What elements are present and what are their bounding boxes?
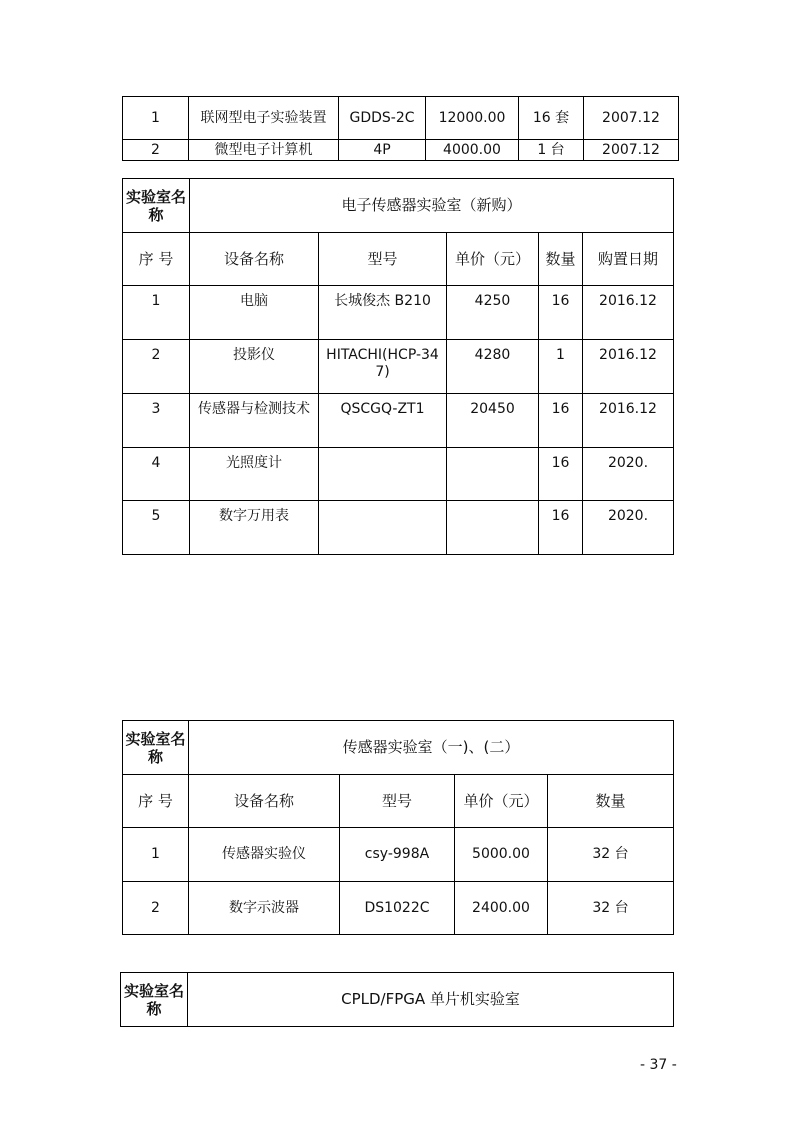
cell-equipment-name: 数字示波器 bbox=[189, 882, 340, 935]
cell-equipment-name: 联网型电子实验装置 bbox=[189, 97, 339, 140]
cell-seq: 4 bbox=[123, 448, 190, 501]
cell-quantity: 1 bbox=[539, 340, 583, 394]
cell-seq: 2 bbox=[123, 340, 190, 394]
cell-unit-price: 2400.00 bbox=[455, 882, 548, 935]
lab-name-label: 实验室名称 bbox=[121, 973, 188, 1027]
table-row bbox=[123, 394, 674, 448]
table-row bbox=[123, 448, 674, 501]
cell-model: DS1022C bbox=[340, 882, 455, 935]
cell-seq: 5 bbox=[123, 501, 190, 555]
table-row bbox=[123, 140, 679, 161]
cell-purchase-date: 2007.12 bbox=[584, 97, 679, 140]
cell-equipment-name: 投影仪 bbox=[190, 340, 319, 394]
cell-quantity: 16 bbox=[539, 448, 583, 501]
cell-model: 4P bbox=[339, 140, 426, 161]
cell-equipment-name: 传感器与检测技术 bbox=[190, 394, 319, 448]
cell-quantity: 16 套 bbox=[519, 97, 584, 140]
cell-model: HITACHI(HCP-347) bbox=[319, 340, 447, 394]
table-body bbox=[123, 179, 674, 555]
cell-unit-price: 4000.00 bbox=[426, 140, 519, 161]
cell-unit-price: 4250 bbox=[447, 286, 539, 340]
cell-equipment-name: 光照度计 bbox=[190, 448, 319, 501]
cell-equipment-name: 微型电子计算机 bbox=[189, 140, 339, 161]
table-row bbox=[123, 97, 679, 140]
cell-purchase-date: 2007.12 bbox=[584, 140, 679, 161]
column-header-row bbox=[123, 775, 674, 828]
cell-model: 长城俊杰 B210 bbox=[319, 286, 447, 340]
header-equipment-name: 设备名称 bbox=[190, 233, 319, 286]
cell-equipment-name: 电脑 bbox=[190, 286, 319, 340]
cell-unit-price bbox=[447, 448, 539, 501]
equipment-table-sensor-lab bbox=[122, 720, 674, 935]
cell-seq: 1 bbox=[123, 97, 189, 140]
cell-purchase-date: 2020. bbox=[583, 501, 674, 555]
cell-quantity: 16 bbox=[539, 394, 583, 448]
header-equipment-name: 设备名称 bbox=[189, 775, 340, 828]
lab-name: CPLD/FPGA 单片机实验室 bbox=[188, 973, 674, 1027]
table-body bbox=[123, 721, 674, 935]
cell-quantity: 32 台 bbox=[548, 828, 674, 882]
header-quantity: 数量 bbox=[539, 233, 583, 286]
header-model: 型号 bbox=[319, 233, 447, 286]
cell-model: csy-998A bbox=[340, 828, 455, 882]
lab-name: 电子传感器实验室（新购） bbox=[190, 179, 674, 233]
lab-name-label: 实验室名称 bbox=[123, 721, 189, 775]
cell-purchase-date: 2020. bbox=[583, 448, 674, 501]
lab-header-row bbox=[121, 973, 674, 1027]
column-header-row bbox=[123, 233, 674, 286]
cell-quantity: 32 台 bbox=[548, 882, 674, 935]
equipment-table-cpld-fpga-lab bbox=[120, 972, 674, 1027]
lab-name: 传感器实验室（一)、(二） bbox=[189, 721, 674, 775]
lab-header-row bbox=[123, 721, 674, 775]
cell-quantity: 16 bbox=[539, 501, 583, 555]
lab-header-row bbox=[123, 179, 674, 233]
header-unit-price: 单价（元） bbox=[455, 775, 548, 828]
cell-equipment-name: 数字万用表 bbox=[190, 501, 319, 555]
table-row bbox=[123, 828, 674, 882]
table-row bbox=[123, 882, 674, 935]
equipment-table-electronic-sensor-lab bbox=[122, 178, 674, 555]
cell-unit-price: 20450 bbox=[447, 394, 539, 448]
header-seq: 序 号 bbox=[123, 775, 189, 828]
cell-equipment-name: 传感器实验仪 bbox=[189, 828, 340, 882]
cell-model bbox=[319, 501, 447, 555]
cell-seq: 1 bbox=[123, 286, 190, 340]
cell-quantity: 1 台 bbox=[519, 140, 584, 161]
cell-unit-price: 4280 bbox=[447, 340, 539, 394]
cell-purchase-date: 2016.12 bbox=[583, 340, 674, 394]
equipment-table-continued bbox=[122, 96, 679, 161]
header-purchase-date: 购置日期 bbox=[583, 233, 674, 286]
table-row bbox=[123, 501, 674, 555]
cell-unit-price: 5000.00 bbox=[455, 828, 548, 882]
cell-unit-price bbox=[447, 501, 539, 555]
cell-purchase-date: 2016.12 bbox=[583, 286, 674, 340]
cell-model bbox=[319, 448, 447, 501]
cell-model: GDDS-2C bbox=[339, 97, 426, 140]
cell-seq: 2 bbox=[123, 140, 189, 161]
cell-unit-price: 12000.00 bbox=[426, 97, 519, 140]
cell-quantity: 16 bbox=[539, 286, 583, 340]
page-number: - 37 - bbox=[640, 1057, 677, 1073]
cell-purchase-date: 2016.12 bbox=[583, 394, 674, 448]
cell-model: QSCGQ-ZT1 bbox=[319, 394, 447, 448]
lab-name-label: 实验室名称 bbox=[123, 179, 190, 233]
header-model: 型号 bbox=[340, 775, 455, 828]
table-body bbox=[121, 973, 674, 1027]
cell-seq: 2 bbox=[123, 882, 189, 935]
table-row bbox=[123, 286, 674, 340]
table-row bbox=[123, 340, 674, 394]
header-seq: 序 号 bbox=[123, 233, 190, 286]
cell-seq: 1 bbox=[123, 828, 189, 882]
header-quantity: 数量 bbox=[548, 775, 674, 828]
table-body bbox=[123, 97, 679, 161]
cell-seq: 3 bbox=[123, 394, 190, 448]
header-unit-price: 单价（元） bbox=[447, 233, 539, 286]
